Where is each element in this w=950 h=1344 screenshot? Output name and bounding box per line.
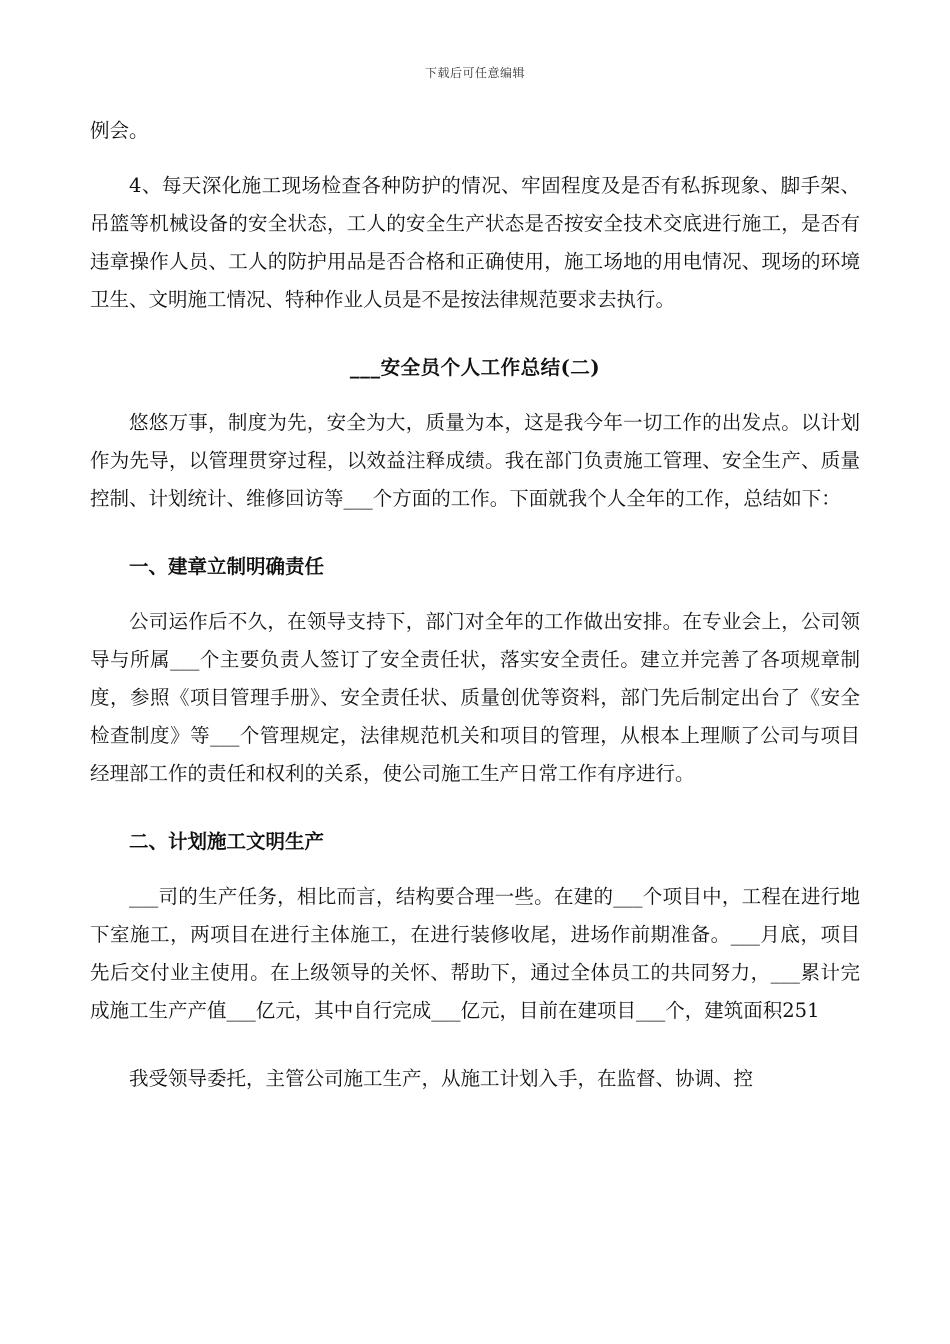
section-2-paragraph: ___司的生产任务，相比而言，结构要合理一些。在建的___个项目中，工程在进行地下室施工，两项目在进行主体施工，在进行装修收尾，进场作前期准备。___月底，项目先后交付业主使用。在上级领导的关怀、帮助下，通过全体员工的共同努力，___累计完成施工生产产值___亿元，其中自行完成___亿元，目前在建项目___个，建筑面积251 xyxy=(90,885,860,1022)
heading-2: 二、计划施工文明生产 xyxy=(129,830,325,853)
page-header: 下载后可任意编辑 xyxy=(424,66,525,80)
continued-paragraph: 例会。 xyxy=(90,119,149,142)
section-title: ___安全员个人工作总结(二) xyxy=(349,356,601,379)
intro-paragraph: 悠悠万事，制度为先，安全为大，质量为本，这是我今年一切工作的出发点。以计划作为先导，以管理贯穿过程，以效益注释成绩。我在部门负责施工管理、安全生产、质量控制、计划统计、维修回访等___个方面的工作。下面就我个人全年的工作，总结如下： xyxy=(90,411,860,510)
item-4-paragraph: 4、每天深化施工现场检查各种防护的情况、牢固程度及是否有私拆现象、脚手架、吊篮等机械设备的安全状态，工人的安全生产状态是否按安全技术交底进行施工，是否有违章操作人员、工人的防护用品是否合格和正确使用，施工场地的用电情况、现场的环境卫生、文明施工情况、特种作业人员是不是按法律规范要求去执行。 xyxy=(90,174,860,311)
document-body xyxy=(90,112,860,1098)
section-2-paragraph-2: 我受领导委托，主管公司施工生产，从施工计划入手，在监督、协调、控 xyxy=(129,1067,754,1090)
heading-1: 一、建章立制明确责任 xyxy=(129,555,325,578)
section-1-paragraph: 公司运作后不久，在领导支持下，部门对全年的工作做出安排。在专业会上，公司领导与所属___个主要负责人签订了安全责任状，落实安全责任。建立并完善了各项规章制度，参照《项目管理手册》、安全责任状、质量创优等资料，部门先后制定出台了《安全检查制度》等___个管理规定，法律规范机关和项目的管理，从根本上理顺了公司与项目经理部工作的责任和权利的关系，使公司施工生产日常工作有序进行。 xyxy=(90,610,860,785)
